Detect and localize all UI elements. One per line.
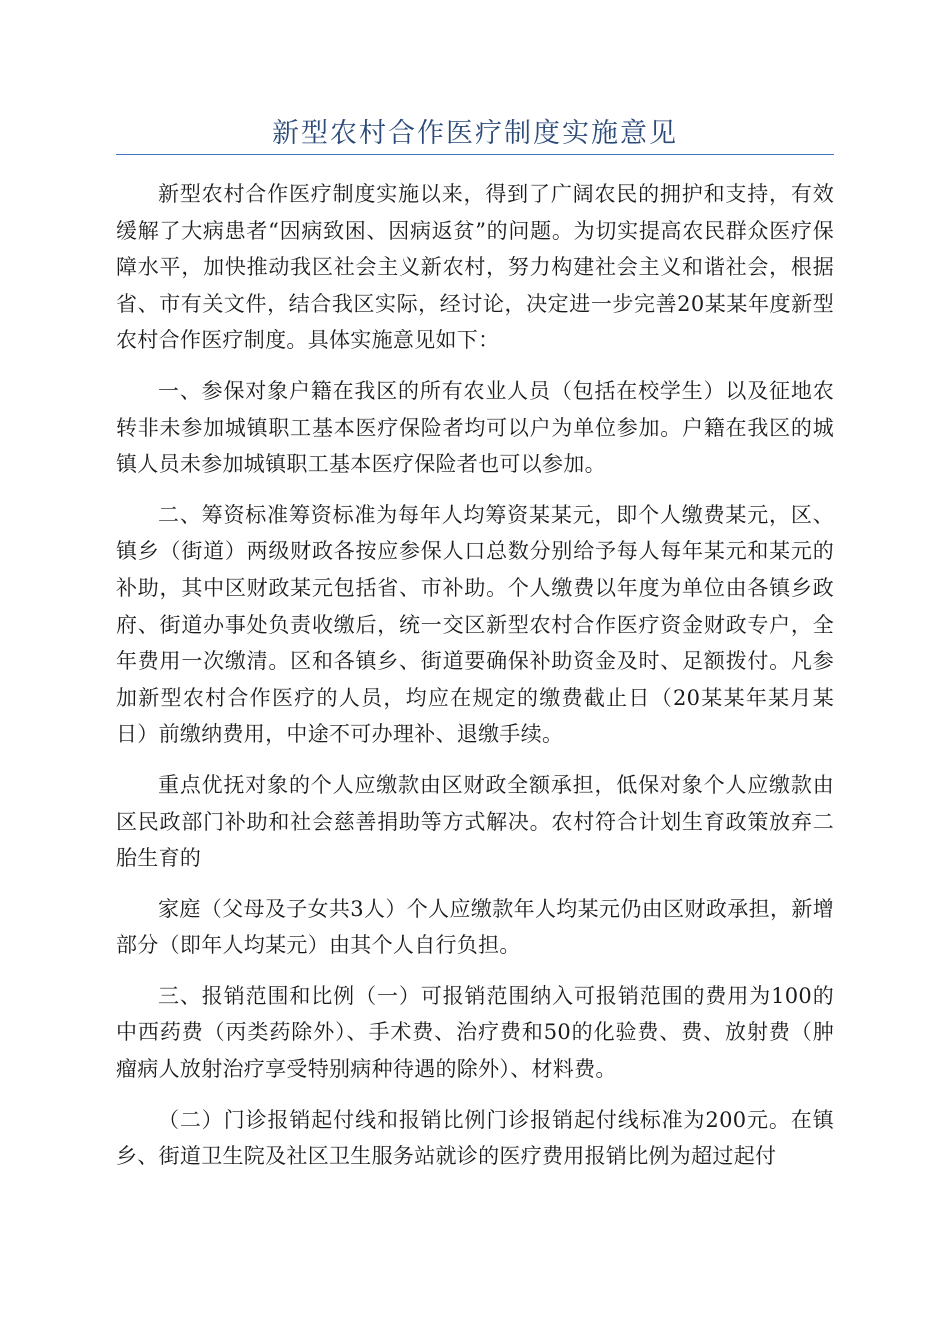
document-body: [116, 176, 834, 1189]
paragraph-section-2: 二、筹资标准筹资标准为每年人均筹资某某元，即个人缴费某元，区、镇乡（街道）两级财政各按应参保人口总数分别给予每人每年某元和某元的补助，其中区财政某元包括省、市补助。个人缴费以年度为单位由各镇乡政府、街道办事处负责收缴后，统一交区新型农村合作医疗资金财政专户，全年费用一次缴清。区和各镇乡、街道要确保补助资金及时、足额拨付。凡参加新型农村合作医疗的人员，均应在规定的缴费截止日（20某某年某月某日）前缴纳费用，中途不可办理补、退缴手续。: [116, 502, 834, 747]
paragraph-outpatient: （二）门诊报销起付线和报销比例门诊报销起付线标准为200元。在镇乡、街道卫生院及社区卫生服务站就诊的医疗费用报销比例为超过起付: [116, 1107, 834, 1169]
title-underline: [116, 154, 834, 155]
paragraph-section-1: 一、参保对象户籍在我区的所有农业人员（包括在校学生）以及征地农转非未参加城镇职工基本医疗保险者均可以户为单位参加。户籍在我区的城镇人员未参加城镇职工基本医疗保险者也可以参加。: [116, 378, 834, 477]
paragraph-intro: 新型农村合作医疗制度实施以来，得到了广阔农民的拥护和支持，有效缓解了大病患者“因病致困、因病返贫”的问题。为切实提高农民群众医疗保障水平，加快推动我区社会主义新农村，努力构建社会主义和谐社会，根据省、市有关文件，结合我区实际，经讨论，决定进一步完善20某某年度新型农村合作医疗制度。具体实施意见如下：: [116, 182, 834, 353]
document-title: 新型农村合作医疗制度实施意见: [272, 118, 678, 149]
paragraph-priority-subsidy: 重点优抚对象的个人应缴款由区财政全额承担，低保对象个人应缴款由区民政部门补助和社会慈善捐助等方式解决。农村符合计划生育政策放弃二胎生育的: [116, 772, 834, 871]
paragraph-section-3: 三、报销范围和比例（一）可报销范围纳入可报销范围的费用为100的中西药费（丙类药除外）、手术费、治疗费和50的化验费、费、放射费（肿瘤病人放射治疗享受特别病种待遇的除外）、材料费。: [116, 983, 834, 1082]
paragraph-family-payment: 家庭（父母及子女共3人）个人应缴款年人均某元仍由区财政承担，新增部分（即年人均某元）由其个人自行负担。: [116, 896, 834, 958]
